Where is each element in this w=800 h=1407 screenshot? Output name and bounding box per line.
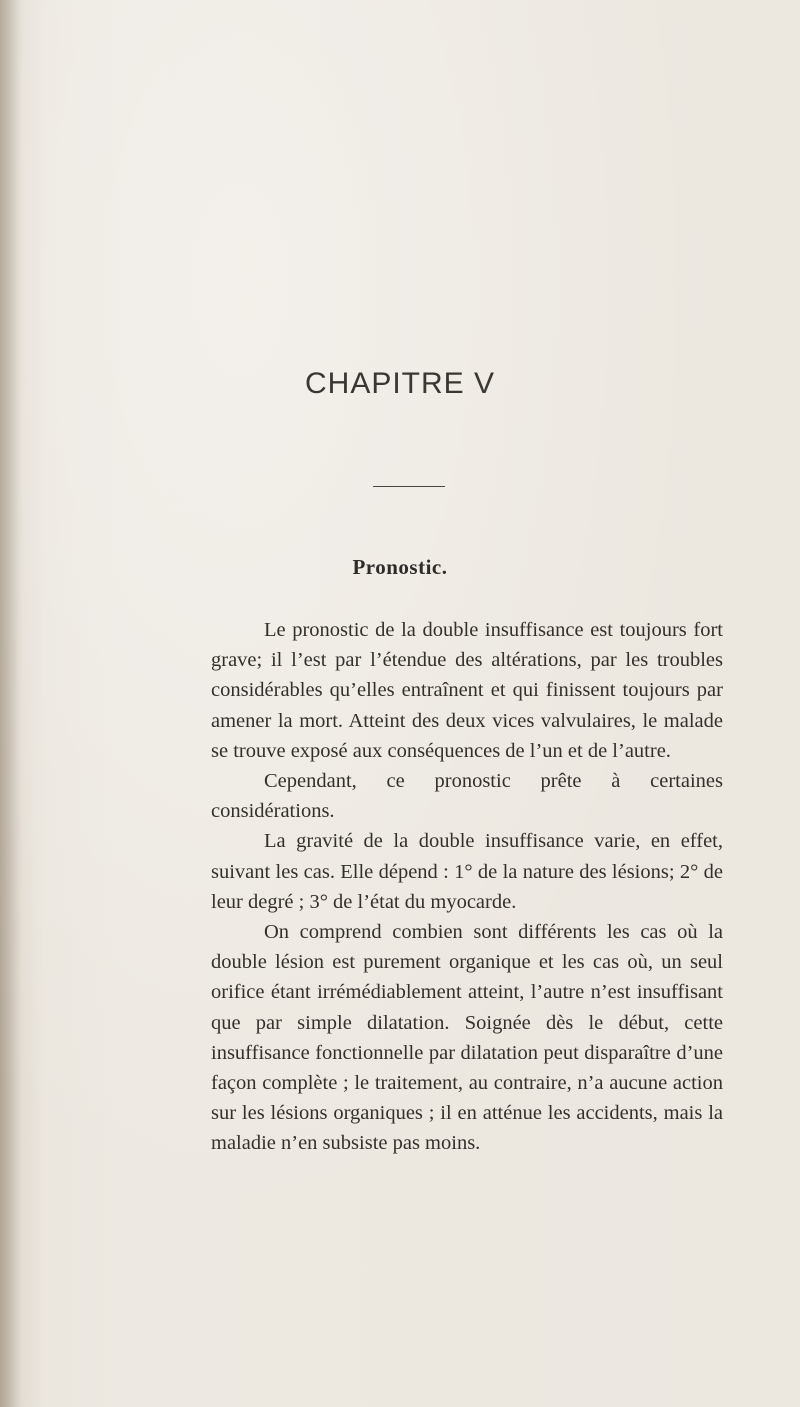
paragraph-3: La gravité de la double insuffisance varie, en effet, suivant les cas. Elle dépend : 1° de la nature des lésions; 2° de leur degré ; 3° de l’état du myocarde. xyxy=(211,830,723,913)
paragraph-4: On comprend combien sont différents les cas où la double lésion est purement organique et les cas où, un seul orifice étant irrémédiablement atteint, l’autre n’est insuffisant que par simple dilatation. Soignée dès le début, cette insuffisance fonctionnelle par dilatation peut disparaître d’une façon complète ; le traitement, au contraire, n’a aucune action sur les lésions organiques ; il en atténue les accidents, mais la maladie n’en subsiste pas moins. xyxy=(211,921,723,1155)
title-divider-rule xyxy=(373,486,445,487)
paragraph-1: Le pronostic de la double insuffisance est toujours fort grave; il l’est par l’étendue des altérations, par les troubles considérables qu’elles entraînent et qui finissent toujours par amener la mort. Atteint des deux vices valvulaires, le malade se trouve exposé aux conséquences de l’un et de l’autre. xyxy=(211,619,723,762)
body-text xyxy=(211,615,723,1159)
paragraph-2: Cependant, ce pronostic prête à certaines considérations. xyxy=(211,770,723,823)
section-title: Pronostic. xyxy=(352,555,448,579)
chapter-title: CHAPITRE V xyxy=(304,367,496,400)
page-gutter-shadow xyxy=(0,0,22,1407)
